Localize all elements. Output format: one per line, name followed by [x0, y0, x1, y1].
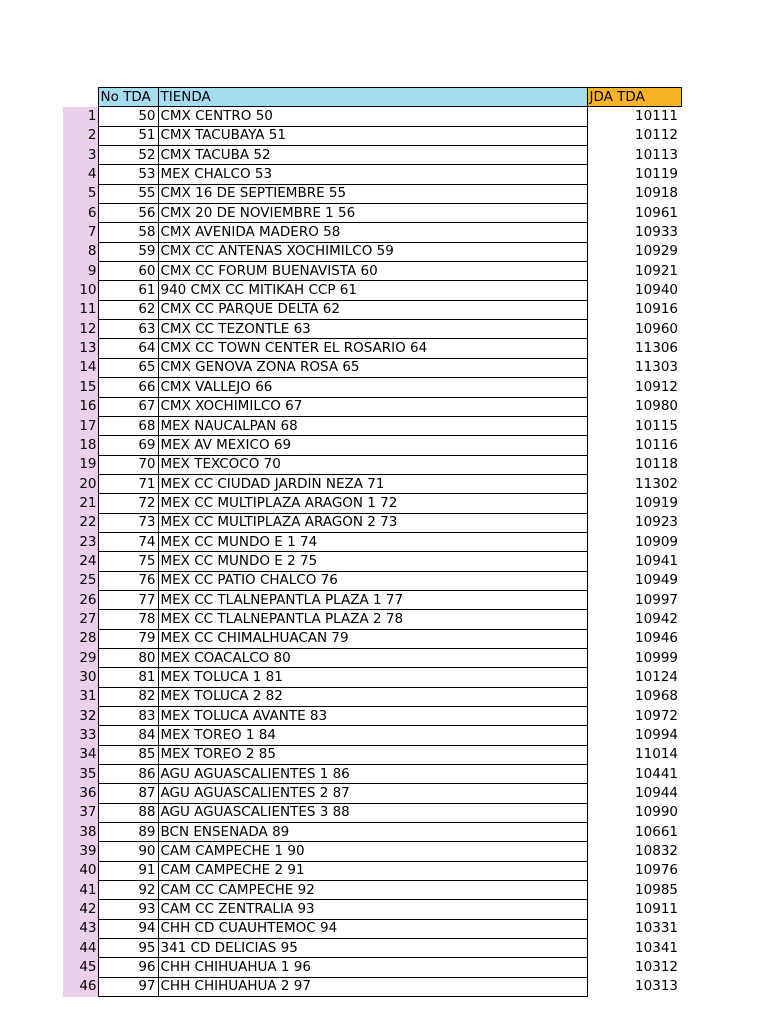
no-tda-cell[interactable]: 74 — [98, 532, 158, 551]
no-tda-cell[interactable]: 79 — [98, 629, 158, 648]
row-index-cell: 46 — [63, 977, 98, 996]
jda-tda-cell[interactable]: 10942 — [635, 610, 678, 627]
no-tda-cell[interactable]: 69 — [98, 436, 158, 455]
row-index-cell: 39 — [63, 842, 98, 861]
table-row — [63, 358, 681, 377]
jda-tda-cell[interactable]: 10994 — [635, 727, 678, 744]
no-tda-cell[interactable]: 82 — [98, 687, 158, 706]
no-tda-cell[interactable]: 97 — [98, 977, 158, 996]
no-tda-cell[interactable]: 88 — [98, 803, 158, 822]
jda-tda-cell[interactable]: 10916 — [635, 301, 678, 318]
jda-tda-cell[interactable]: 10944 — [635, 785, 678, 802]
jda-tda-cell[interactable]: 10929 — [635, 243, 678, 260]
row-index-cell: 33 — [63, 726, 98, 745]
table-row — [63, 339, 681, 358]
jda-tda-cell[interactable]: 10941 — [635, 552, 678, 569]
tienda-cell[interactable]: MEX CC TLALNEPANTLA PLAZA 2 78 — [158, 610, 587, 629]
no-tda-cell[interactable]: 65 — [98, 358, 158, 377]
no-tda-cell[interactable]: 55 — [98, 184, 158, 203]
jda-tda-cell[interactable]: 10999 — [635, 649, 678, 666]
no-tda-cell[interactable]: 72 — [98, 494, 158, 513]
table-row — [63, 668, 681, 687]
row-index-cell: 22 — [63, 513, 98, 532]
table-row — [63, 397, 681, 416]
row-index-cell: 36 — [63, 784, 98, 803]
table-row — [63, 977, 681, 996]
no-tda-cell[interactable]: 89 — [98, 823, 158, 842]
no-tda-cell[interactable]: 83 — [98, 707, 158, 726]
tienda-cell[interactable]: MEX TEXCOCO 70 — [158, 455, 587, 474]
table-row — [63, 281, 681, 300]
table-row — [63, 881, 681, 900]
jda-tda-cell[interactable]: 10921 — [635, 262, 678, 279]
jda-tda-cell[interactable]: 10116 — [635, 436, 678, 453]
no-tda-cell[interactable]: 66 — [98, 378, 158, 397]
jda-tda-cell[interactable]: 10946 — [635, 630, 678, 647]
row-index-cell: 12 — [63, 320, 98, 339]
row-index-cell: 9 — [63, 262, 98, 281]
no-tda-cell[interactable]: 52 — [98, 146, 158, 165]
table-row — [63, 513, 681, 532]
row-index-cell: 21 — [63, 494, 98, 513]
row-index-cell: 25 — [63, 571, 98, 590]
tienda-cell[interactable]: MEX CC CIUDAD JARDIN NEZA 71 — [158, 474, 587, 493]
jda-tda-cell[interactable]: 10985 — [635, 881, 678, 898]
no-tda-cell[interactable]: 71 — [98, 474, 158, 493]
row-index-cell: 34 — [63, 745, 98, 764]
tienda-cell[interactable]: CMX CC FORUM BUENAVISTA 60 — [158, 262, 587, 281]
table-row — [63, 571, 681, 590]
table-row — [63, 919, 681, 938]
tienda-cell[interactable]: CMX TACUBAYA 51 — [158, 126, 587, 145]
table-row — [63, 300, 681, 319]
tienda-cell[interactable]: BCN ENSENADA 89 — [158, 823, 587, 842]
header-row — [63, 88, 681, 107]
jda-tda-cell[interactable]: 10909 — [635, 533, 678, 550]
no-tda-cell[interactable]: 70 — [98, 455, 158, 474]
no-tda-cell[interactable]: 73 — [98, 513, 158, 532]
tienda-cell[interactable]: CAM CC ZENTRALIA 93 — [158, 900, 587, 919]
tienda-cell[interactable]: MEX CC MULTIPLAZA ARAGON 1 72 — [158, 494, 587, 513]
table-row — [63, 532, 681, 551]
tienda-cell[interactable]: CAM CAMPECHE 2 91 — [158, 861, 587, 880]
row-index-cell: 1 — [63, 107, 98, 126]
jda-tda-cell[interactable]: 10313 — [635, 978, 678, 995]
no-tda-cell[interactable]: 64 — [98, 339, 158, 358]
table-row — [63, 823, 681, 842]
table-row — [63, 610, 681, 629]
jda-tda-cell[interactable]: 10968 — [635, 688, 678, 705]
table-row — [63, 436, 681, 455]
tienda-cell[interactable]: MEX CC PATIO CHALCO 76 — [158, 571, 587, 590]
tienda-cell[interactable]: MEX COACALCO 80 — [158, 648, 587, 667]
jda-tda-cell[interactable]: 10960 — [635, 320, 678, 337]
tienda-cell[interactable]: CAM CAMPECHE 1 90 — [158, 842, 587, 861]
table-row — [63, 126, 681, 145]
tienda-cell[interactable]: CMX AVENIDA MADERO 58 — [158, 223, 587, 242]
row-index-cell: 7 — [63, 223, 98, 242]
row-index-cell: 31 — [63, 687, 98, 706]
jda-tda-cell[interactable]: 10441 — [635, 765, 678, 782]
jda-tda-cell[interactable]: 10961 — [635, 204, 678, 221]
table-body — [63, 107, 681, 997]
no-tda-cell[interactable]: 50 — [98, 107, 158, 126]
jda-tda-cell[interactable]: 10115 — [635, 417, 678, 434]
row-index-cell: 28 — [63, 629, 98, 648]
tienda-cell[interactable]: CHH CD CUAUHTEMOC 94 — [158, 919, 587, 938]
no-tda-cell[interactable]: 90 — [98, 842, 158, 861]
table-row — [63, 455, 681, 474]
table-row — [63, 803, 681, 822]
jda-tda-cell[interactable]: 10940 — [635, 282, 678, 299]
tienda-cell[interactable]: MEX TOREO 2 85 — [158, 745, 587, 764]
jda-tda-cell[interactable]: 10113 — [635, 146, 678, 163]
no-tda-cell[interactable]: 51 — [98, 126, 158, 145]
jda-tda-cell[interactable]: 10976 — [635, 862, 678, 879]
no-tda-cell[interactable]: 68 — [98, 416, 158, 435]
row-index-cell: 42 — [63, 900, 98, 919]
row-index-cell: 3 — [63, 146, 98, 165]
row-index-cell: 20 — [63, 474, 98, 493]
tienda-cell[interactable]: MEX CC MUNDO E 2 75 — [158, 552, 587, 571]
tienda-cell[interactable]: CMX CC TEZONTLE 63 — [158, 320, 587, 339]
no-tda-cell[interactable]: 53 — [98, 165, 158, 184]
row-index-cell: 2 — [63, 126, 98, 145]
table-row — [63, 146, 681, 165]
jda-tda-cell[interactable]: 10980 — [635, 398, 678, 415]
no-tda-cell[interactable]: 86 — [98, 765, 158, 784]
no-tda-cell[interactable]: 78 — [98, 610, 158, 629]
tienda-cell[interactable]: 940 CMX CC MITIKAH CCP 61 — [158, 281, 587, 300]
no-tda-cell[interactable]: 96 — [98, 958, 158, 977]
jda-tda-cell[interactable]: 11306 — [635, 340, 678, 357]
jda-tda-cell[interactable]: 10341 — [635, 939, 678, 956]
header-jda-tda[interactable]: JDA TDA — [587, 88, 681, 107]
table-row — [63, 378, 681, 397]
tienda-cell[interactable]: MEX TOLUCA 2 82 — [158, 687, 587, 706]
row-index-cell: 35 — [63, 765, 98, 784]
no-tda-cell[interactable]: 87 — [98, 784, 158, 803]
row-index-cell: 41 — [63, 881, 98, 900]
table-row — [63, 494, 681, 513]
table-row — [63, 184, 681, 203]
tienda-cell[interactable]: CMX 20 DE NOVIEMBRE 1 56 — [158, 204, 587, 223]
jda-tda-cell[interactable]: 10911 — [635, 901, 678, 918]
row-index-cell: 18 — [63, 436, 98, 455]
no-tda-cell[interactable]: 95 — [98, 939, 158, 958]
header-no-tda[interactable]: No TDA — [98, 88, 158, 107]
no-tda-cell[interactable]: 91 — [98, 861, 158, 880]
row-index-cell: 43 — [63, 919, 98, 938]
jda-tda-cell[interactable]: 10923 — [635, 514, 678, 531]
table-row — [63, 900, 681, 919]
tienda-cell[interactable]: MEX CC CHIMALHUACAN 79 — [158, 629, 587, 648]
no-tda-cell[interactable]: 92 — [98, 881, 158, 900]
row-index-cell: 45 — [63, 958, 98, 977]
jda-tda-cell[interactable]: 10972 — [635, 707, 678, 724]
table-row — [63, 320, 681, 339]
tienda-cell[interactable]: AGU AGUASCALIENTES 2 87 — [158, 784, 587, 803]
row-index-cell: 6 — [63, 204, 98, 223]
table-row — [63, 204, 681, 223]
row-index-cell: 38 — [63, 823, 98, 842]
no-tda-cell[interactable]: 75 — [98, 552, 158, 571]
table-row — [63, 745, 681, 764]
no-tda-cell[interactable]: 80 — [98, 648, 158, 667]
jda-tda-cell[interactable]: 11014 — [635, 746, 678, 763]
no-tda-cell[interactable]: 81 — [98, 668, 158, 687]
table-row — [63, 958, 681, 977]
header-blank-cell — [63, 88, 98, 107]
tienda-cell[interactable]: CMX CENTRO 50 — [158, 107, 587, 126]
no-tda-cell[interactable]: 56 — [98, 204, 158, 223]
store-table — [63, 87, 682, 997]
jda-tda-cell[interactable]: 10919 — [635, 494, 678, 511]
tienda-cell[interactable]: CMX CC TOWN CENTER EL ROSARIO 64 — [158, 339, 587, 358]
jda-tda-cell[interactable]: 10124 — [635, 668, 678, 685]
jda-tda-cell[interactable]: 11303 — [635, 359, 678, 376]
no-tda-cell[interactable]: 85 — [98, 745, 158, 764]
table-row — [63, 242, 681, 261]
tienda-cell[interactable]: CMX 16 DE SEPTIEMBRE 55 — [158, 184, 587, 203]
row-index-cell: 37 — [63, 803, 98, 822]
jda-tda-cell[interactable]: 10119 — [635, 166, 678, 183]
no-tda-cell[interactable]: 61 — [98, 281, 158, 300]
tienda-cell[interactable]: CMX TACUBA 52 — [158, 146, 587, 165]
tienda-cell[interactable]: MEX TOLUCA AVANTE 83 — [158, 707, 587, 726]
table-row — [63, 784, 681, 803]
table-row — [63, 552, 681, 571]
table-row — [63, 223, 681, 242]
no-tda-cell[interactable]: 94 — [98, 919, 158, 938]
tienda-cell[interactable]: MEX TOREO 1 84 — [158, 726, 587, 745]
jda-tda-cell[interactable]: 10918 — [635, 185, 678, 202]
row-index-cell: 14 — [63, 358, 98, 377]
tienda-cell[interactable]: CMX CC PARQUE DELTA 62 — [158, 300, 587, 319]
header-tienda[interactable]: TIENDA — [158, 88, 587, 107]
table-row — [63, 590, 681, 609]
table-row — [63, 107, 681, 126]
tienda-cell[interactable]: AGU AGUASCALIENTES 1 86 — [158, 765, 587, 784]
row-index-cell: 11 — [63, 300, 98, 319]
table-row — [63, 648, 681, 667]
tienda-cell[interactable]: AGU AGUASCALIENTES 3 88 — [158, 803, 587, 822]
row-index-cell: 15 — [63, 378, 98, 397]
tienda-cell[interactable]: CHH CHIHUAHUA 1 96 — [158, 958, 587, 977]
no-tda-cell[interactable]: 59 — [98, 242, 158, 261]
row-index-cell: 10 — [63, 281, 98, 300]
jda-tda-cell[interactable]: 10990 — [635, 804, 678, 821]
table-row — [63, 165, 681, 184]
table-row — [63, 262, 681, 281]
no-tda-cell[interactable]: 77 — [98, 590, 158, 609]
no-tda-cell[interactable]: 93 — [98, 900, 158, 919]
table-row — [63, 726, 681, 745]
no-tda-cell[interactable]: 63 — [98, 320, 158, 339]
jda-tda-cell[interactable]: 10661 — [635, 823, 678, 840]
row-index-cell: 40 — [63, 861, 98, 880]
jda-tda-cell[interactable]: 11302 — [635, 475, 678, 492]
row-index-cell: 32 — [63, 707, 98, 726]
tienda-cell[interactable]: CMX CC ANTENAS XOCHIMILCO 59 — [158, 242, 587, 261]
table-row — [63, 474, 681, 493]
row-index-cell: 29 — [63, 648, 98, 667]
jda-tda-cell[interactable]: 10949 — [635, 572, 678, 589]
row-index-cell: 44 — [63, 939, 98, 958]
jda-tda-cell[interactable]: 10933 — [635, 224, 678, 241]
no-tda-cell[interactable]: 84 — [98, 726, 158, 745]
jda-tda-cell[interactable]: 10832 — [635, 843, 678, 860]
tienda-cell[interactable]: MEX TOLUCA 1 81 — [158, 668, 587, 687]
jda-tda-cell[interactable]: 10312 — [635, 959, 678, 976]
tienda-cell[interactable]: CHH CHIHUAHUA 2 97 — [158, 977, 587, 996]
row-index-cell: 4 — [63, 165, 98, 184]
no-tda-cell[interactable]: 76 — [98, 571, 158, 590]
row-index-cell: 16 — [63, 397, 98, 416]
row-index-cell: 5 — [63, 184, 98, 203]
tienda-cell[interactable]: CMX XOCHIMILCO 67 — [158, 397, 587, 416]
tienda-cell[interactable]: MEX CC MUNDO E 1 74 — [158, 532, 587, 551]
row-index-cell: 17 — [63, 416, 98, 435]
table-row — [63, 939, 681, 958]
table-row — [63, 861, 681, 880]
tienda-cell[interactable]: MEX NAUCALPAN 68 — [158, 416, 587, 435]
table-row — [63, 629, 681, 648]
tienda-cell[interactable]: CMX GENOVA ZONA ROSA 65 — [158, 358, 587, 377]
no-tda-cell[interactable]: 62 — [98, 300, 158, 319]
table-row — [63, 707, 681, 726]
row-index-cell: 26 — [63, 590, 98, 609]
table-row — [63, 765, 681, 784]
no-tda-cell[interactable]: 58 — [98, 223, 158, 242]
jda-tda-cell[interactable]: 10912 — [635, 378, 678, 395]
jda-tda-cell[interactable]: 10118 — [635, 456, 678, 473]
row-index-cell: 27 — [63, 610, 98, 629]
row-index-cell: 8 — [63, 242, 98, 261]
tienda-cell[interactable]: MEX AV MEXICO 69 — [158, 436, 587, 455]
tienda-cell[interactable]: MEX CC TLALNEPANTLA PLAZA 1 77 — [158, 590, 587, 609]
jda-tda-cell[interactable]: 10331 — [635, 920, 678, 937]
tienda-cell[interactable]: 341 CD DELICIAS 95 — [158, 939, 587, 958]
no-tda-cell[interactable]: 60 — [98, 262, 158, 281]
jda-tda-cell[interactable]: 10112 — [635, 127, 678, 144]
tienda-cell[interactable]: CMX VALLEJO 66 — [158, 378, 587, 397]
tienda-cell[interactable]: CAM CC CAMPECHE 92 — [158, 881, 587, 900]
tienda-cell[interactable]: MEX CHALCO 53 — [158, 165, 587, 184]
row-index-cell: 30 — [63, 668, 98, 687]
row-index-cell: 13 — [63, 339, 98, 358]
row-index-cell: 23 — [63, 532, 98, 551]
row-index-cell: 24 — [63, 552, 98, 571]
jda-tda-cell[interactable]: 10111 — [635, 108, 678, 125]
table-row — [63, 416, 681, 435]
table-row — [63, 842, 681, 861]
row-index-cell: 19 — [63, 455, 98, 474]
table-row — [63, 687, 681, 706]
jda-tda-cell[interactable]: 10997 — [635, 591, 678, 608]
no-tda-cell[interactable]: 67 — [98, 397, 158, 416]
tienda-cell[interactable]: MEX CC MULTIPLAZA ARAGON 2 73 — [158, 513, 587, 532]
